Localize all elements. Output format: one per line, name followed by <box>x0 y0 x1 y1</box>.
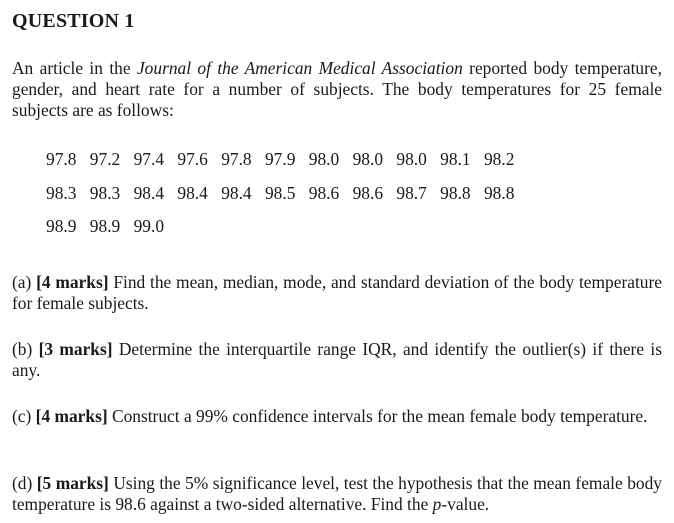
part-d <box>12 473 662 515</box>
part-c-label: (c) <box>12 406 36 426</box>
data-value: 98.1 <box>440 149 471 169</box>
data-value: 97.8 <box>221 149 252 169</box>
part-a-marks: [4 marks] <box>36 272 109 292</box>
data-value: 98.0 <box>308 149 340 169</box>
part-a-label: (a) <box>12 272 37 292</box>
data-value: 98.6 <box>352 183 384 203</box>
data-value: 98.5 <box>264 183 296 203</box>
data-value: 98.8 <box>483 183 515 203</box>
data-value: 97.8 <box>46 149 77 169</box>
data-value: 98.3 <box>46 183 77 203</box>
part-c-text: Construct a 99% confidence intervals for the mean female body temperature. <box>107 406 648 426</box>
intro-text-start: An article in the <box>12 58 137 78</box>
data-value: 97.4 <box>133 149 165 169</box>
part-d-marks: [5 marks] <box>36 473 109 493</box>
question-intro <box>12 58 662 121</box>
data-value: 98.4 <box>221 183 252 203</box>
data-value: 97.6 <box>177 149 208 169</box>
data-value: 98.0 <box>396 149 427 169</box>
part-b-marks: [3 marks] <box>38 339 113 359</box>
p-symbol: p <box>432 494 442 514</box>
part-a-text: Find the mean, median, mode, and standard deviation of the body temperature for female subjects. <box>12 272 663 313</box>
data-value: 98.3 <box>89 183 121 203</box>
data-value: 98.2 <box>483 149 515 169</box>
part-c-marks: [4 marks] <box>35 406 108 426</box>
part-d-text-end: -value. <box>441 494 490 514</box>
part-d-text: Using the 5% significance level, test the hypothesis that the mean female body temperature is 98.6 against a two-sided alternative. Find the <box>12 473 662 514</box>
data-value: 98.7 <box>396 183 427 203</box>
part-d-label: (d) <box>12 473 37 493</box>
data-value: 98.9 <box>46 216 77 236</box>
data-row-2 <box>46 183 523 204</box>
part-c <box>12 406 662 427</box>
data-value: 97.2 <box>89 149 121 169</box>
data-value: 98.4 <box>133 183 165 203</box>
data-row-3 <box>46 216 173 237</box>
data-row-1 <box>46 149 523 170</box>
data-value: 98.6 <box>308 183 340 203</box>
journal-name: Journal of the American Medical Association <box>136 58 463 78</box>
part-a <box>12 272 662 314</box>
intro-text-end: reported body temperature, gender, and heart rate for a number of subjects. The body temperatures for 25 female subjects are as follows: <box>12 58 662 120</box>
data-value: 98.9 <box>89 216 121 236</box>
data-value: 97.9 <box>264 149 296 169</box>
part-b-text: Determine the interquartile range IQR, and identify the outlier(s) if there is any. <box>12 339 662 380</box>
data-value: 99.0 <box>133 216 165 236</box>
data-value: 98.0 <box>352 149 384 169</box>
part-b <box>12 339 662 381</box>
question-title: QUESTION 1 <box>12 10 135 32</box>
part-b-label: (b) <box>12 339 39 359</box>
data-value: 98.4 <box>177 183 208 203</box>
data-value: 98.8 <box>440 183 471 203</box>
